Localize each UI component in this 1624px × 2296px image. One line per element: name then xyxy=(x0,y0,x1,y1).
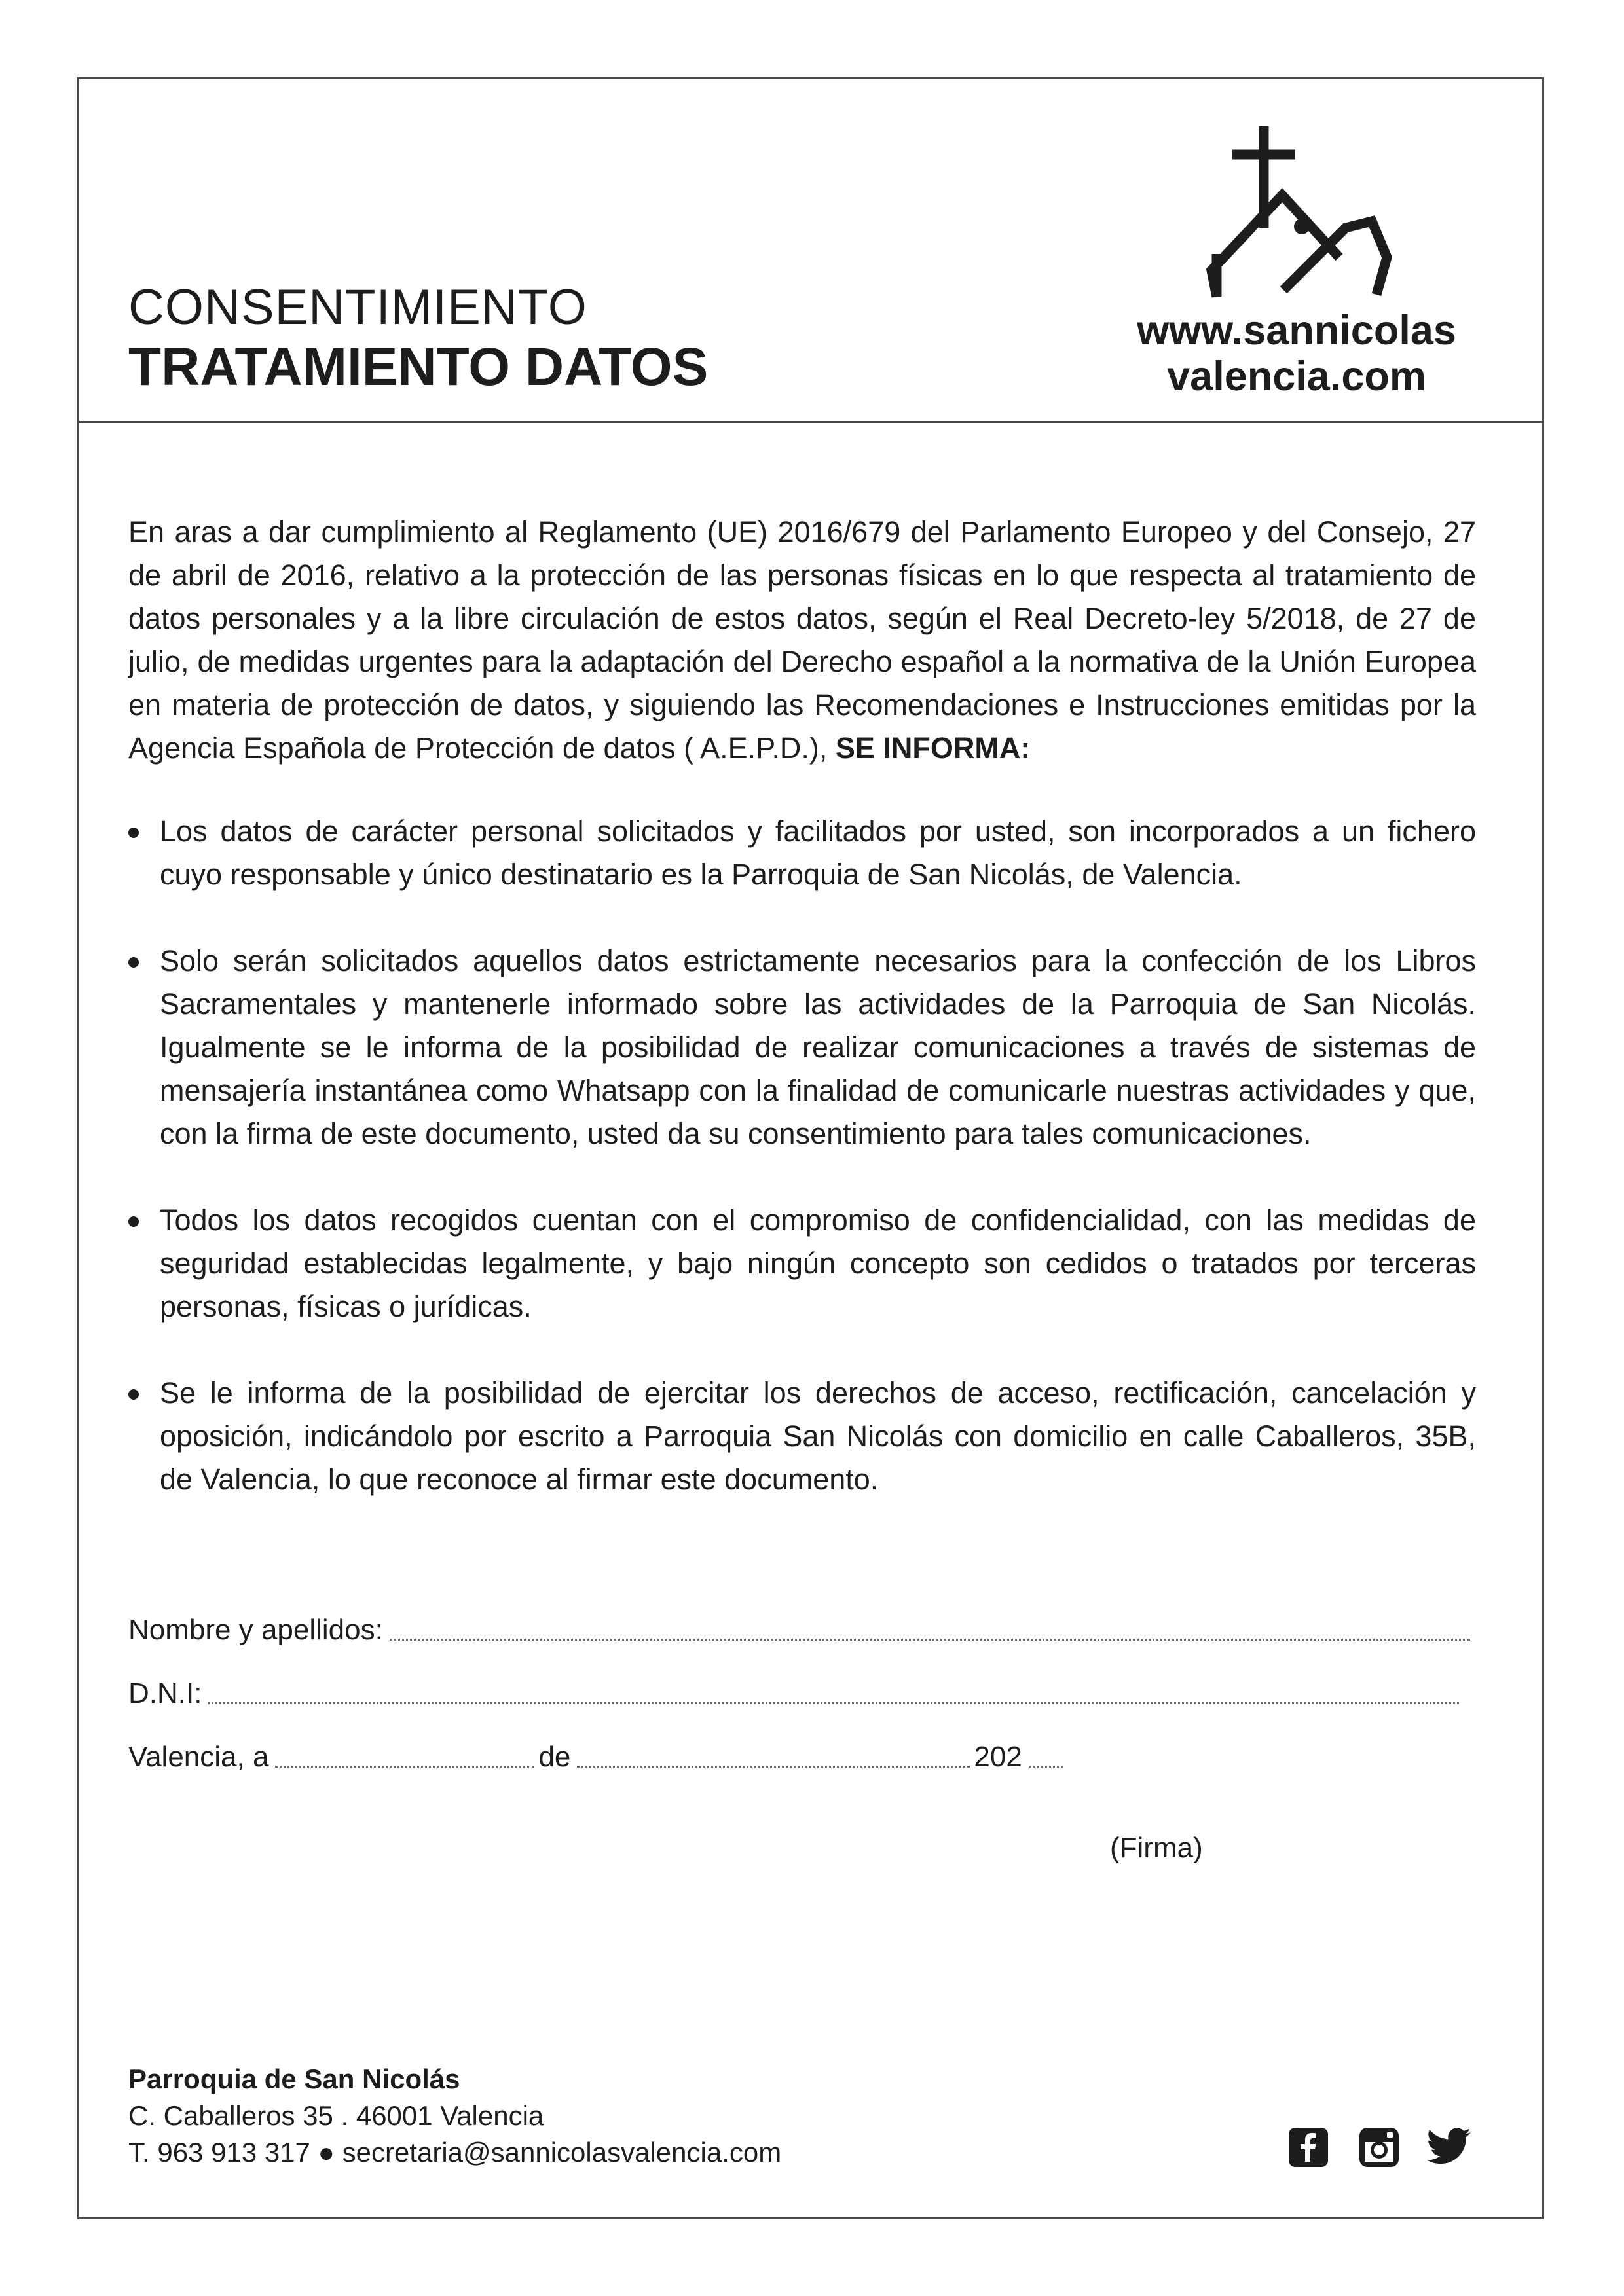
header-divider xyxy=(77,421,1544,423)
name-row xyxy=(128,1616,1474,1645)
footer-address: C. Caballeros 35 . 46001 Valencia xyxy=(128,2100,544,2131)
list-item-text: Se le informa de la posibilidad de ejercitar los derechos de acceso, rectificación, cancelación y oposición, indicándolo por escrito a Parroquia San Nicolás con domicilio en calle Caballeros, 35B, de Valencia, lo que reconoce al firmar este documento. xyxy=(160,1376,1476,1496)
list-item xyxy=(128,1372,1476,1501)
signature-label: (Firma) xyxy=(1110,1832,1203,1864)
website-line-1: www.sannicolas xyxy=(1137,308,1456,354)
date-row xyxy=(128,1743,1067,1772)
list-item xyxy=(128,939,1476,1156)
bullet-icon xyxy=(128,1216,139,1227)
title-tratamiento-datos: TRATAMIENTO DATOS xyxy=(128,337,709,397)
website-line-2: valencia.com xyxy=(1167,354,1426,399)
bullet-icon xyxy=(128,828,139,838)
church-cross-logo xyxy=(1205,123,1401,313)
twitter-icon[interactable] xyxy=(1425,2126,1472,2168)
intro-text: En aras a dar cumplimiento al Reglamento (UE) 2016/679 del Parlamento Europeo y del Consejo, 27 de abril de 2016, relativo a la protección de las personas físicas en lo que respecta al tratamiento de datos personales y a la libre circulación de estos datos, según el Real Decreto-ley 5/2018, de 27 de julio, de medidas urgentes para la adaptación del Derecho español a la normativa de la Unión Europea en materia de protección de datos, y siguiendo las Recomendaciones e Instrucciones emitidas por la Agencia Española de Protección de datos ( A.E.P.D.), xyxy=(128,515,1476,765)
footer-contact xyxy=(128,2061,781,2171)
list-item xyxy=(128,1199,1476,1328)
year-prefix: 202 xyxy=(974,1741,1022,1773)
dni-row xyxy=(128,1679,1463,1708)
name-field[interactable] xyxy=(390,1639,1470,1641)
list-item-text: Todos los datos recogidos cuentan con el compromiso de confidencialidad, con las medidas de seguridad establecidas legalmente, y bajo ningún concepto son cedidos o tratados por terceras personas, físicas o jurídicas. xyxy=(160,1203,1476,1323)
dni-field[interactable] xyxy=(208,1702,1459,1704)
title-consentimiento: CONSENTIMIENTO xyxy=(128,280,587,335)
bullet-icon xyxy=(128,1389,139,1400)
de-label: de xyxy=(538,1741,571,1773)
place-label: Valencia, a xyxy=(128,1741,269,1773)
facebook-icon[interactable] xyxy=(1287,2126,1329,2168)
list-item-text: Los datos de carácter personal solicitados y facilitados por usted, son incorporados a un fichero cuyo responsable y único destinatario es la Parroquia de San Nicolás, de Valencia. xyxy=(160,814,1476,891)
intro-paragraph xyxy=(128,511,1476,770)
footer-phone-email: T. 963 913 317 ● secretaria@sannicolasvalencia.com xyxy=(128,2137,782,2168)
information-list xyxy=(128,810,1476,1501)
bullet-icon xyxy=(128,957,139,968)
year-field[interactable] xyxy=(1029,1766,1063,1768)
instagram-icon[interactable] xyxy=(1358,2126,1400,2168)
list-item xyxy=(128,810,1476,896)
month-field[interactable] xyxy=(577,1766,970,1768)
consent-body xyxy=(128,511,1476,1544)
se-informa: SE INFORMA: xyxy=(835,731,1031,765)
list-item-text: Solo serán solicitados aquellos datos estrictamente necesarios para la confección de los Libros Sacramentales y mantenerle informado sobre las actividades de la Parroquia de San Nicolás. Igualmente se le informa de la posibilidad de realizar comunicaciones a través de sistemas de mensajería instantánea como Whatsapp con la finalidad de comunicarle nuestras actividades y que, con la firma de este documento, usted da su consentimiento para tales comunicaciones. xyxy=(160,944,1476,1150)
dni-label: D.N.I: xyxy=(128,1677,202,1709)
name-label: Nombre y apellidos: xyxy=(128,1614,383,1646)
footer-org-name: Parroquia de San Nicolás xyxy=(128,2064,460,2094)
website-url xyxy=(1087,308,1506,399)
day-field[interactable] xyxy=(275,1766,534,1768)
